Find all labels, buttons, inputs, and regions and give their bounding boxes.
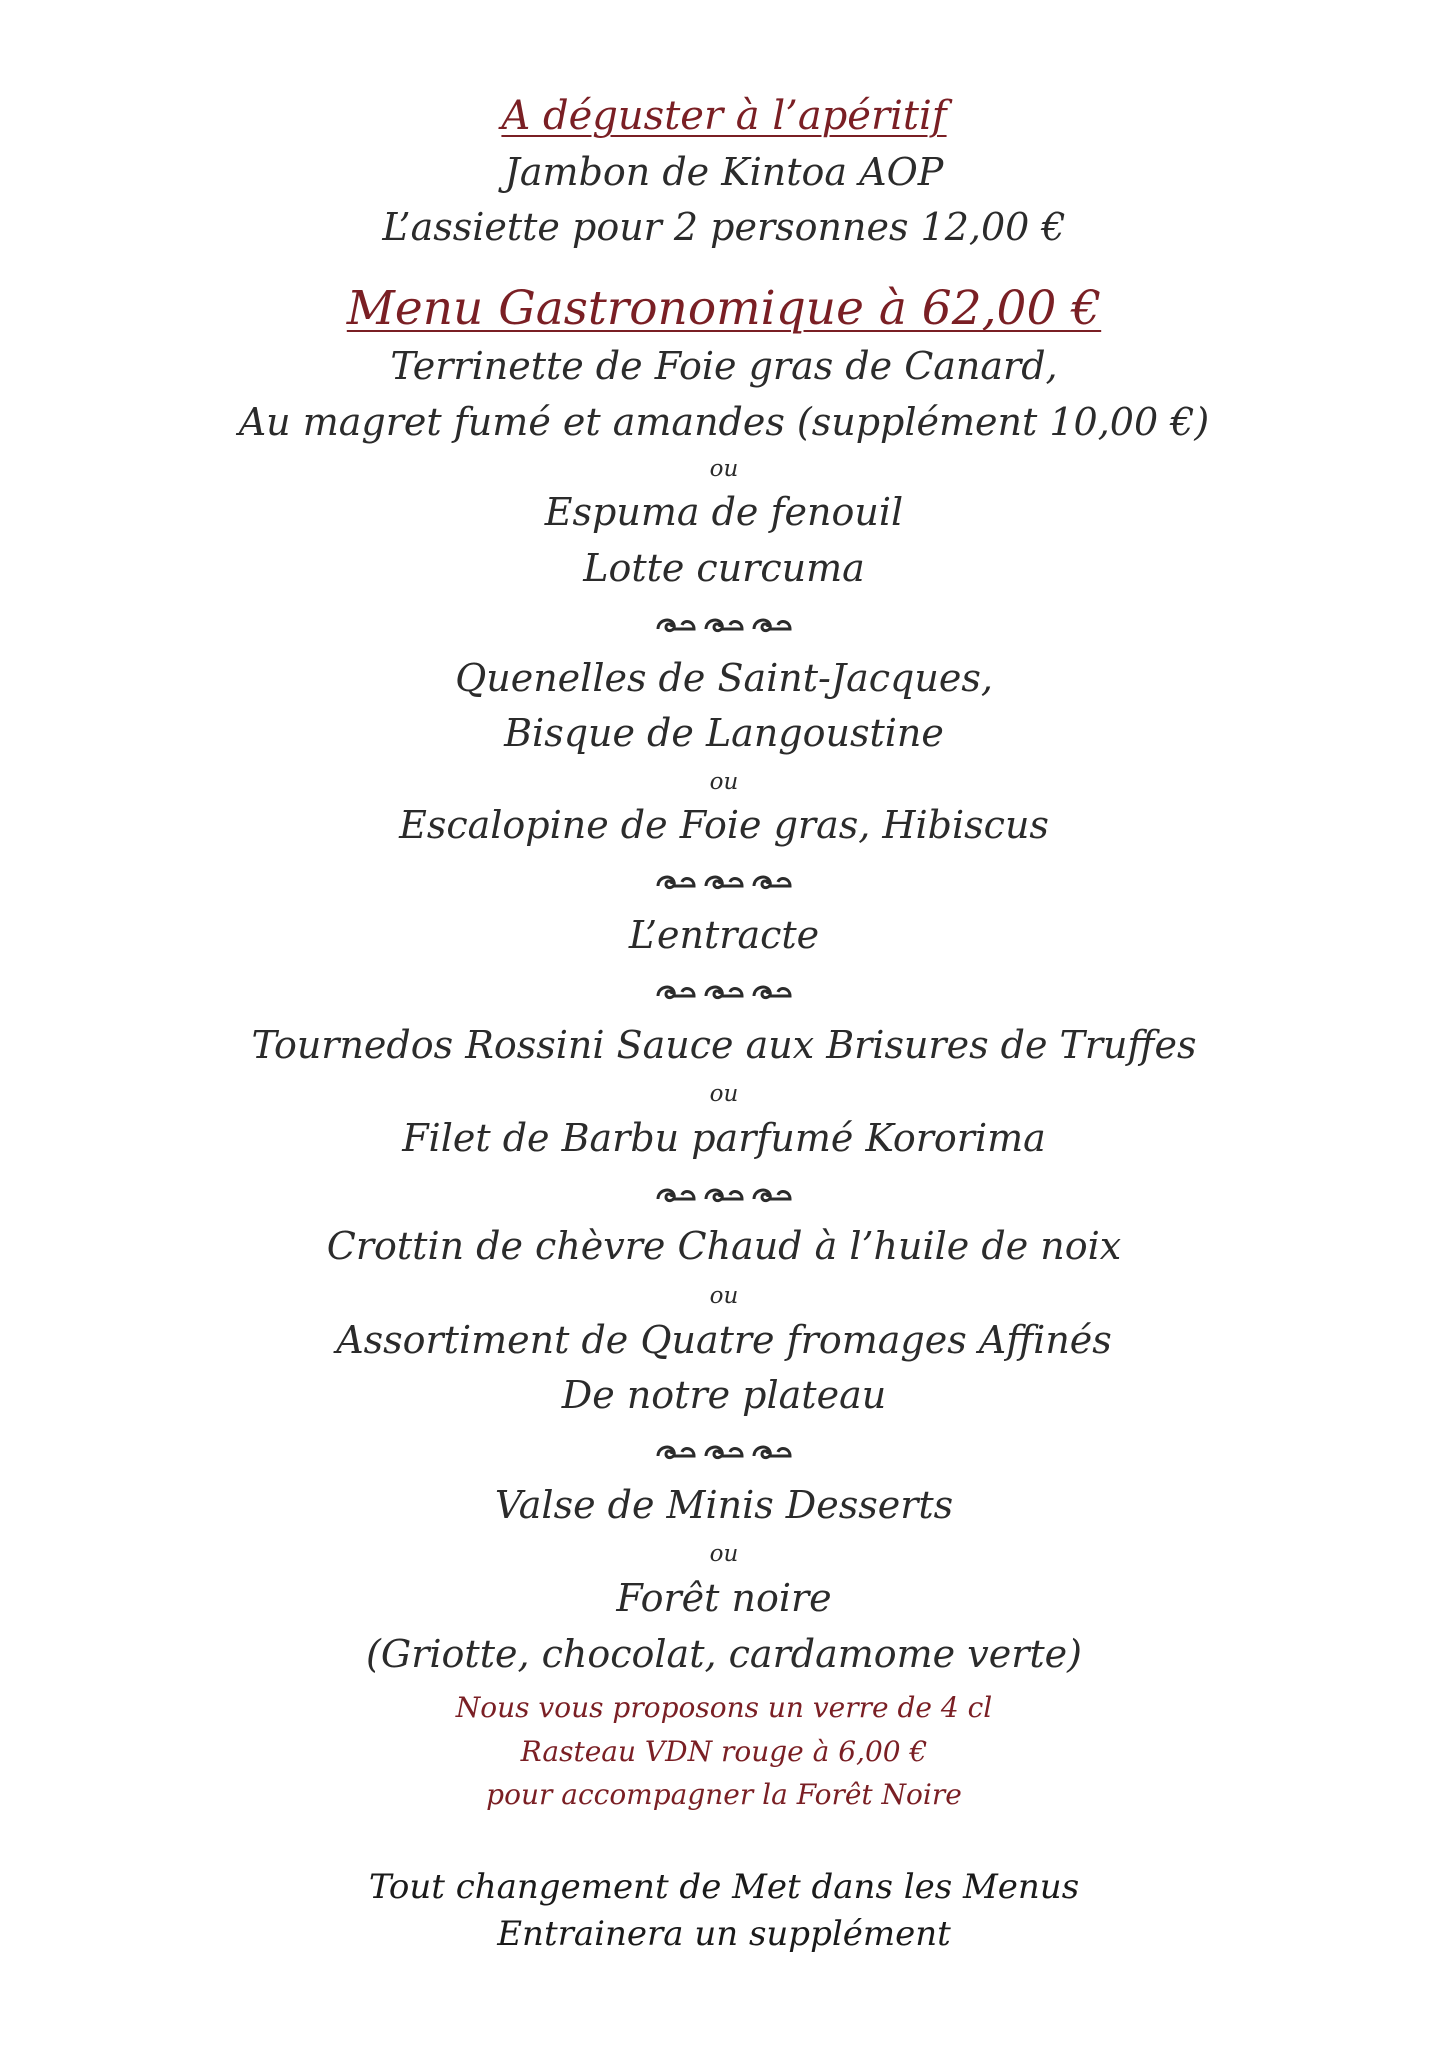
course4-or: ou <box>709 1081 739 1107</box>
course5-option2-line1: Assortiment de Quatre fromages Affinés <box>336 1318 1112 1362</box>
course6-option1-line1: Valse de Minis Desserts <box>494 1483 954 1527</box>
footer-line2: Entrainera un supplément <box>497 1914 951 1954</box>
course1-option1-line1: Terrinette de Foie gras de Canard, <box>390 344 1058 388</box>
course1-option2-line1: Espuma de fenouil <box>544 490 904 534</box>
footer-line1: Tout changement de Met dans les Menus <box>368 1867 1080 1907</box>
course5-option1-line1: Crottin de chèvre Chaud à l’huile de noix <box>326 1224 1122 1268</box>
course5-option2-line2: De notre plateau <box>561 1373 887 1417</box>
scroll-flourish-icon <box>0 1183 1448 1207</box>
course3-line1: L’entracte <box>628 913 820 957</box>
course2-option1-line2: Bisque de Langoustine <box>504 711 944 755</box>
course5-or: ou <box>709 1283 739 1309</box>
course1-option2-line2: Lotte curcuma <box>583 546 865 590</box>
course2-option2-line1: Escalopine de Foie gras, Hibiscus <box>399 803 1049 847</box>
course1-option1-line2: Au magret fumé et amandes (supplément 10,00 €) <box>238 400 1210 444</box>
aperitif-item: Jambon de Kintoa AOP <box>504 150 944 194</box>
course6-or: ou <box>709 1541 739 1567</box>
menu-title: Menu Gastronomique à 62,00 € <box>346 281 1102 336</box>
course2-option1-line1: Quenelles de Saint-Jacques, <box>455 656 993 700</box>
scroll-flourish-icon <box>0 870 1448 894</box>
aperitif-price: L’assiette pour 2 personnes 12,00 € <box>382 205 1066 249</box>
course6-option2-line1: Forêt noire <box>616 1576 832 1620</box>
scroll-flourish-icon <box>0 1440 1448 1464</box>
wine-note-line2: Rasteau VDN rouge à 6,00 € <box>520 1735 928 1768</box>
aperitif-title: A déguster à l’apéritif <box>501 93 947 139</box>
course6-option2-line2: (Griotte, chocolat, cardamome verte) <box>366 1632 1082 1676</box>
scroll-flourish-icon <box>0 980 1448 1004</box>
course1-or: ou <box>709 456 739 482</box>
wine-note-line1: Nous vous proposons un verre de 4 cl <box>455 1691 993 1724</box>
scroll-flourish-icon <box>0 613 1448 637</box>
course4-option2-line1: Filet de Barbu parfumé Kororima <box>402 1116 1046 1160</box>
course4-option1-line1: Tournedos Rossini Sauce aux Brisures de Truffes <box>251 1023 1197 1067</box>
course2-or: ou <box>709 769 739 795</box>
wine-note-line3: pour accompagner la Forêt Noire <box>486 1778 962 1811</box>
